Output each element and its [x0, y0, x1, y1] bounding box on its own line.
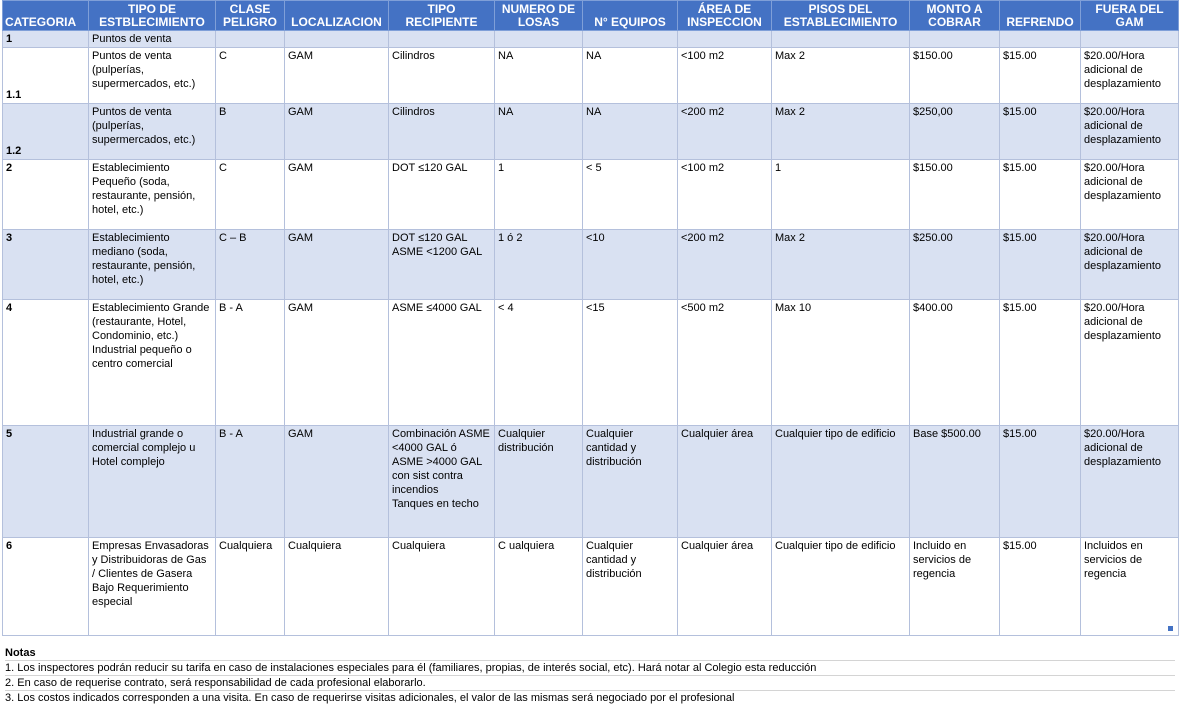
cell-monto[interactable]: $250.00: [910, 230, 1000, 300]
cell-categoria[interactable]: 1: [3, 31, 89, 48]
cell-losas[interactable]: 1: [495, 160, 583, 230]
cell-fuera-gam[interactable]: $20.00/Hora adicional de desplazamiento: [1081, 104, 1179, 160]
table-row: [3, 31, 1179, 48]
cell-pisos[interactable]: Max 10: [772, 300, 910, 426]
cell-equipos[interactable]: <10: [583, 230, 678, 300]
header-localizacion[interactable]: LOCALIZACION: [285, 1, 389, 31]
header-monto[interactable]: MONTO A COBRAR: [910, 1, 1000, 31]
cell-recipiente[interactable]: Cilindros: [389, 104, 495, 160]
table-resize-handle[interactable]: [1168, 626, 1173, 631]
cell-refrendo[interactable]: $15.00: [1000, 104, 1081, 160]
cell-fuera-gam[interactable]: Incluidos en servicios de regencia: [1081, 538, 1179, 636]
cell-recipiente[interactable]: DOT ≤120 GAL ASME <1200 GAL: [389, 230, 495, 300]
cell-area[interactable]: Cualquier área: [678, 426, 772, 538]
note-line[interactable]: 3. Los costos indicados corresponden a una visita. En caso de requerirse visitas adicionales, el valor de las mismas será negociado por el profesional: [5, 690, 1175, 705]
header-tipo-recipiente[interactable]: TIPO RECIPIENTE: [389, 1, 495, 31]
cell-tipo[interactable]: Puntos de venta (pulperías, supermercados, etc.): [89, 48, 216, 104]
cell[interactable]: [1081, 31, 1179, 48]
cell-area[interactable]: <500 m2: [678, 300, 772, 426]
header-tipo-establecimiento[interactable]: TIPO DE ESTBLECIMIENTO: [89, 1, 216, 31]
cell-clase[interactable]: C: [216, 48, 285, 104]
cell[interactable]: [1000, 31, 1081, 48]
header-clase-peligro[interactable]: CLASE PELIGRO: [216, 1, 285, 31]
table-row: [3, 426, 1179, 538]
cell-area[interactable]: <100 m2: [678, 48, 772, 104]
cell-area[interactable]: Cualquier área: [678, 538, 772, 636]
cell-localizacion[interactable]: GAM: [285, 104, 389, 160]
cell-categoria[interactable]: 1.2: [3, 104, 89, 160]
cell-refrendo[interactable]: $15.00: [1000, 300, 1081, 426]
cell-equipos[interactable]: NA: [583, 48, 678, 104]
cell[interactable]: [216, 31, 285, 48]
cell-fuera-gam[interactable]: $20.00/Hora adicional de desplazamiento: [1081, 48, 1179, 104]
cell[interactable]: [678, 31, 772, 48]
cell-recipiente-line: Combinación ASME <4000 GAL ó: [392, 428, 490, 454]
cell-recipiente[interactable]: Cilindros: [389, 48, 495, 104]
cell-recipiente[interactable]: DOT ≤120 GAL: [389, 160, 495, 230]
cell-categoria[interactable]: 4: [3, 300, 89, 426]
cell-tipo[interactable]: Empresas Envasadoras y Distribuidoras de Gas / Clientes de Gasera Bajo Requerimiento especial: [89, 538, 216, 636]
header-refrendo[interactable]: REFRENDO: [1000, 1, 1081, 31]
notes-title[interactable]: Notas: [5, 647, 36, 659]
cell-pisos[interactable]: Cualquier tipo de edificio: [772, 426, 910, 538]
header-categoria[interactable]: CATEGORIA: [3, 1, 89, 31]
cell[interactable]: [389, 31, 495, 48]
cell-localizacion[interactable]: GAM: [285, 300, 389, 426]
cell-pisos[interactable]: Max 2: [772, 104, 910, 160]
header-numero-losas[interactable]: NUMERO DE LOSAS: [495, 1, 583, 31]
cell-tipo-line: Establecimiento Grande (restaurante, Hotel, Condominio, etc.): [92, 302, 210, 342]
header-area-inspeccion[interactable]: ÁREA DE INSPECCION: [678, 1, 772, 31]
cell-tipo[interactable]: Puntos de venta: [89, 31, 216, 48]
note-line[interactable]: 2. En caso de requerise contrato, será responsabilidad de cada profesional elaborarlo.: [5, 675, 1175, 690]
note-line[interactable]: 1. Los inspectores podrán reducir su tarifa en caso de instalaciones especiales para él (familiares, propias, de interés social, etc). Hará notar al Colegio esta reducción: [5, 660, 1175, 675]
header-n-equipos[interactable]: N° EQUIPOS: [583, 1, 678, 31]
cell-localizacion[interactable]: GAM: [285, 426, 389, 538]
cell-recipiente[interactable]: ASME ≤4000 GAL: [389, 300, 495, 426]
cell-clase[interactable]: B - A: [216, 426, 285, 538]
cell[interactable]: [910, 31, 1000, 48]
cell-pisos[interactable]: 1: [772, 160, 910, 230]
cell[interactable]: [495, 31, 583, 48]
table-row: [3, 300, 1179, 426]
cell-tipo[interactable]: Puntos de venta (pulperías, supermercados, etc.): [89, 104, 216, 160]
table-row: [3, 538, 1179, 636]
cell-categoria[interactable]: 5: [3, 426, 89, 538]
cell-recipiente-line: Tanques en techo: [392, 498, 479, 510]
cell-tipo[interactable]: Establecimiento mediano (soda, restaurante, pensión, hotel, etc.): [89, 230, 216, 300]
cell-pisos[interactable]: Max 2: [772, 48, 910, 104]
cell-refrendo[interactable]: $15.00: [1000, 48, 1081, 104]
cell-clase[interactable]: B: [216, 104, 285, 160]
cell-equipos[interactable]: Cualquier cantidad y distribución: [583, 538, 678, 636]
table-row: [3, 48, 1179, 104]
header-pisos[interactable]: PISOS DEL ESTABLECIMIENTO: [772, 1, 910, 31]
cell-monto[interactable]: Incluido en servicios de regencia: [910, 538, 1000, 636]
cell-refrendo[interactable]: $15.00: [1000, 230, 1081, 300]
cell-localizacion[interactable]: Cualquiera: [285, 538, 389, 636]
cell-localizacion[interactable]: GAM: [285, 48, 389, 104]
cell-categoria[interactable]: 3: [3, 230, 89, 300]
cell[interactable]: [772, 31, 910, 48]
cell-monto[interactable]: $400.00: [910, 300, 1000, 426]
cell-losas[interactable]: NA: [495, 104, 583, 160]
cell-fuera-gam[interactable]: $20.00/Hora adicional de desplazamiento: [1081, 160, 1179, 230]
cell-localizacion[interactable]: GAM: [285, 230, 389, 300]
cell-pisos[interactable]: Cualquier tipo de edificio: [772, 538, 910, 636]
cell-tipo[interactable]: [89, 300, 216, 426]
table-row: [3, 104, 1179, 160]
cell-localizacion[interactable]: GAM: [285, 160, 389, 230]
cell-equipos[interactable]: NA: [583, 104, 678, 160]
notes-section: [5, 646, 1175, 705]
cell-categoria[interactable]: 1.1: [3, 48, 89, 104]
cell-losas[interactable]: C ualquiera: [495, 538, 583, 636]
cell-area[interactable]: <100 m2: [678, 160, 772, 230]
cell-monto[interactable]: $250,00: [910, 104, 1000, 160]
cell-refrendo[interactable]: $15.00: [1000, 538, 1081, 636]
cell-fuera-gam[interactable]: $20.00/Hora adicional de desplazamiento: [1081, 230, 1179, 300]
cell-refrendo[interactable]: $15.00: [1000, 160, 1081, 230]
cell-fuera-gam[interactable]: $20.00/Hora adicional de desplazamiento: [1081, 426, 1179, 538]
cell-monto[interactable]: Base $500.00: [910, 426, 1000, 538]
cell[interactable]: [285, 31, 389, 48]
cell-losas[interactable]: NA: [495, 48, 583, 104]
cell[interactable]: [583, 31, 678, 48]
cell-area[interactable]: <200 m2: [678, 104, 772, 160]
table-row: [3, 230, 1179, 300]
cell-clase[interactable]: B - A: [216, 300, 285, 426]
cell-fuera-gam[interactable]: $20.00/Hora adicional de desplazamiento: [1081, 300, 1179, 426]
cell-equipos[interactable]: <15: [583, 300, 678, 426]
cell-recipiente[interactable]: [389, 426, 495, 538]
cell-pisos[interactable]: Max 2: [772, 230, 910, 300]
cell-losas[interactable]: < 4: [495, 300, 583, 426]
cell-losas[interactable]: Cualquier distribución: [495, 426, 583, 538]
cell-categoria[interactable]: 6: [3, 538, 89, 636]
header-fuera-gam[interactable]: FUERA DEL GAM: [1081, 1, 1179, 31]
cell-equipos[interactable]: < 5: [583, 160, 678, 230]
cell-tipo[interactable]: Establecimiento Pequeño (soda, restaurante, pensión, hotel, etc.): [89, 160, 216, 230]
cell-tipo-line: Industrial pequeño o centro comercial: [92, 344, 192, 370]
cell-categoria[interactable]: 2: [3, 160, 89, 230]
cell-monto[interactable]: $150.00: [910, 48, 1000, 104]
cell-tipo[interactable]: Industrial grande o comercial complejo u Hotel complejo: [89, 426, 216, 538]
cell-recipiente-line: ASME >4000 GAL con sist contra incendios: [392, 456, 482, 496]
cell-equipos[interactable]: Cualquier cantidad y distribución: [583, 426, 678, 538]
table-row: [3, 160, 1179, 230]
cell-area[interactable]: <200 m2: [678, 230, 772, 300]
cell-recipiente[interactable]: Cualquiera: [389, 538, 495, 636]
fee-table: [2, 0, 1179, 636]
header-row: [3, 1, 1179, 31]
cell-clase[interactable]: C – B: [216, 230, 285, 300]
cell-clase[interactable]: Cualquiera: [216, 538, 285, 636]
cell-losas[interactable]: 1 ó 2: [495, 230, 583, 300]
cell-refrendo[interactable]: $15.00: [1000, 426, 1081, 538]
cell-clase[interactable]: C: [216, 160, 285, 230]
cell-monto[interactable]: $150.00: [910, 160, 1000, 230]
